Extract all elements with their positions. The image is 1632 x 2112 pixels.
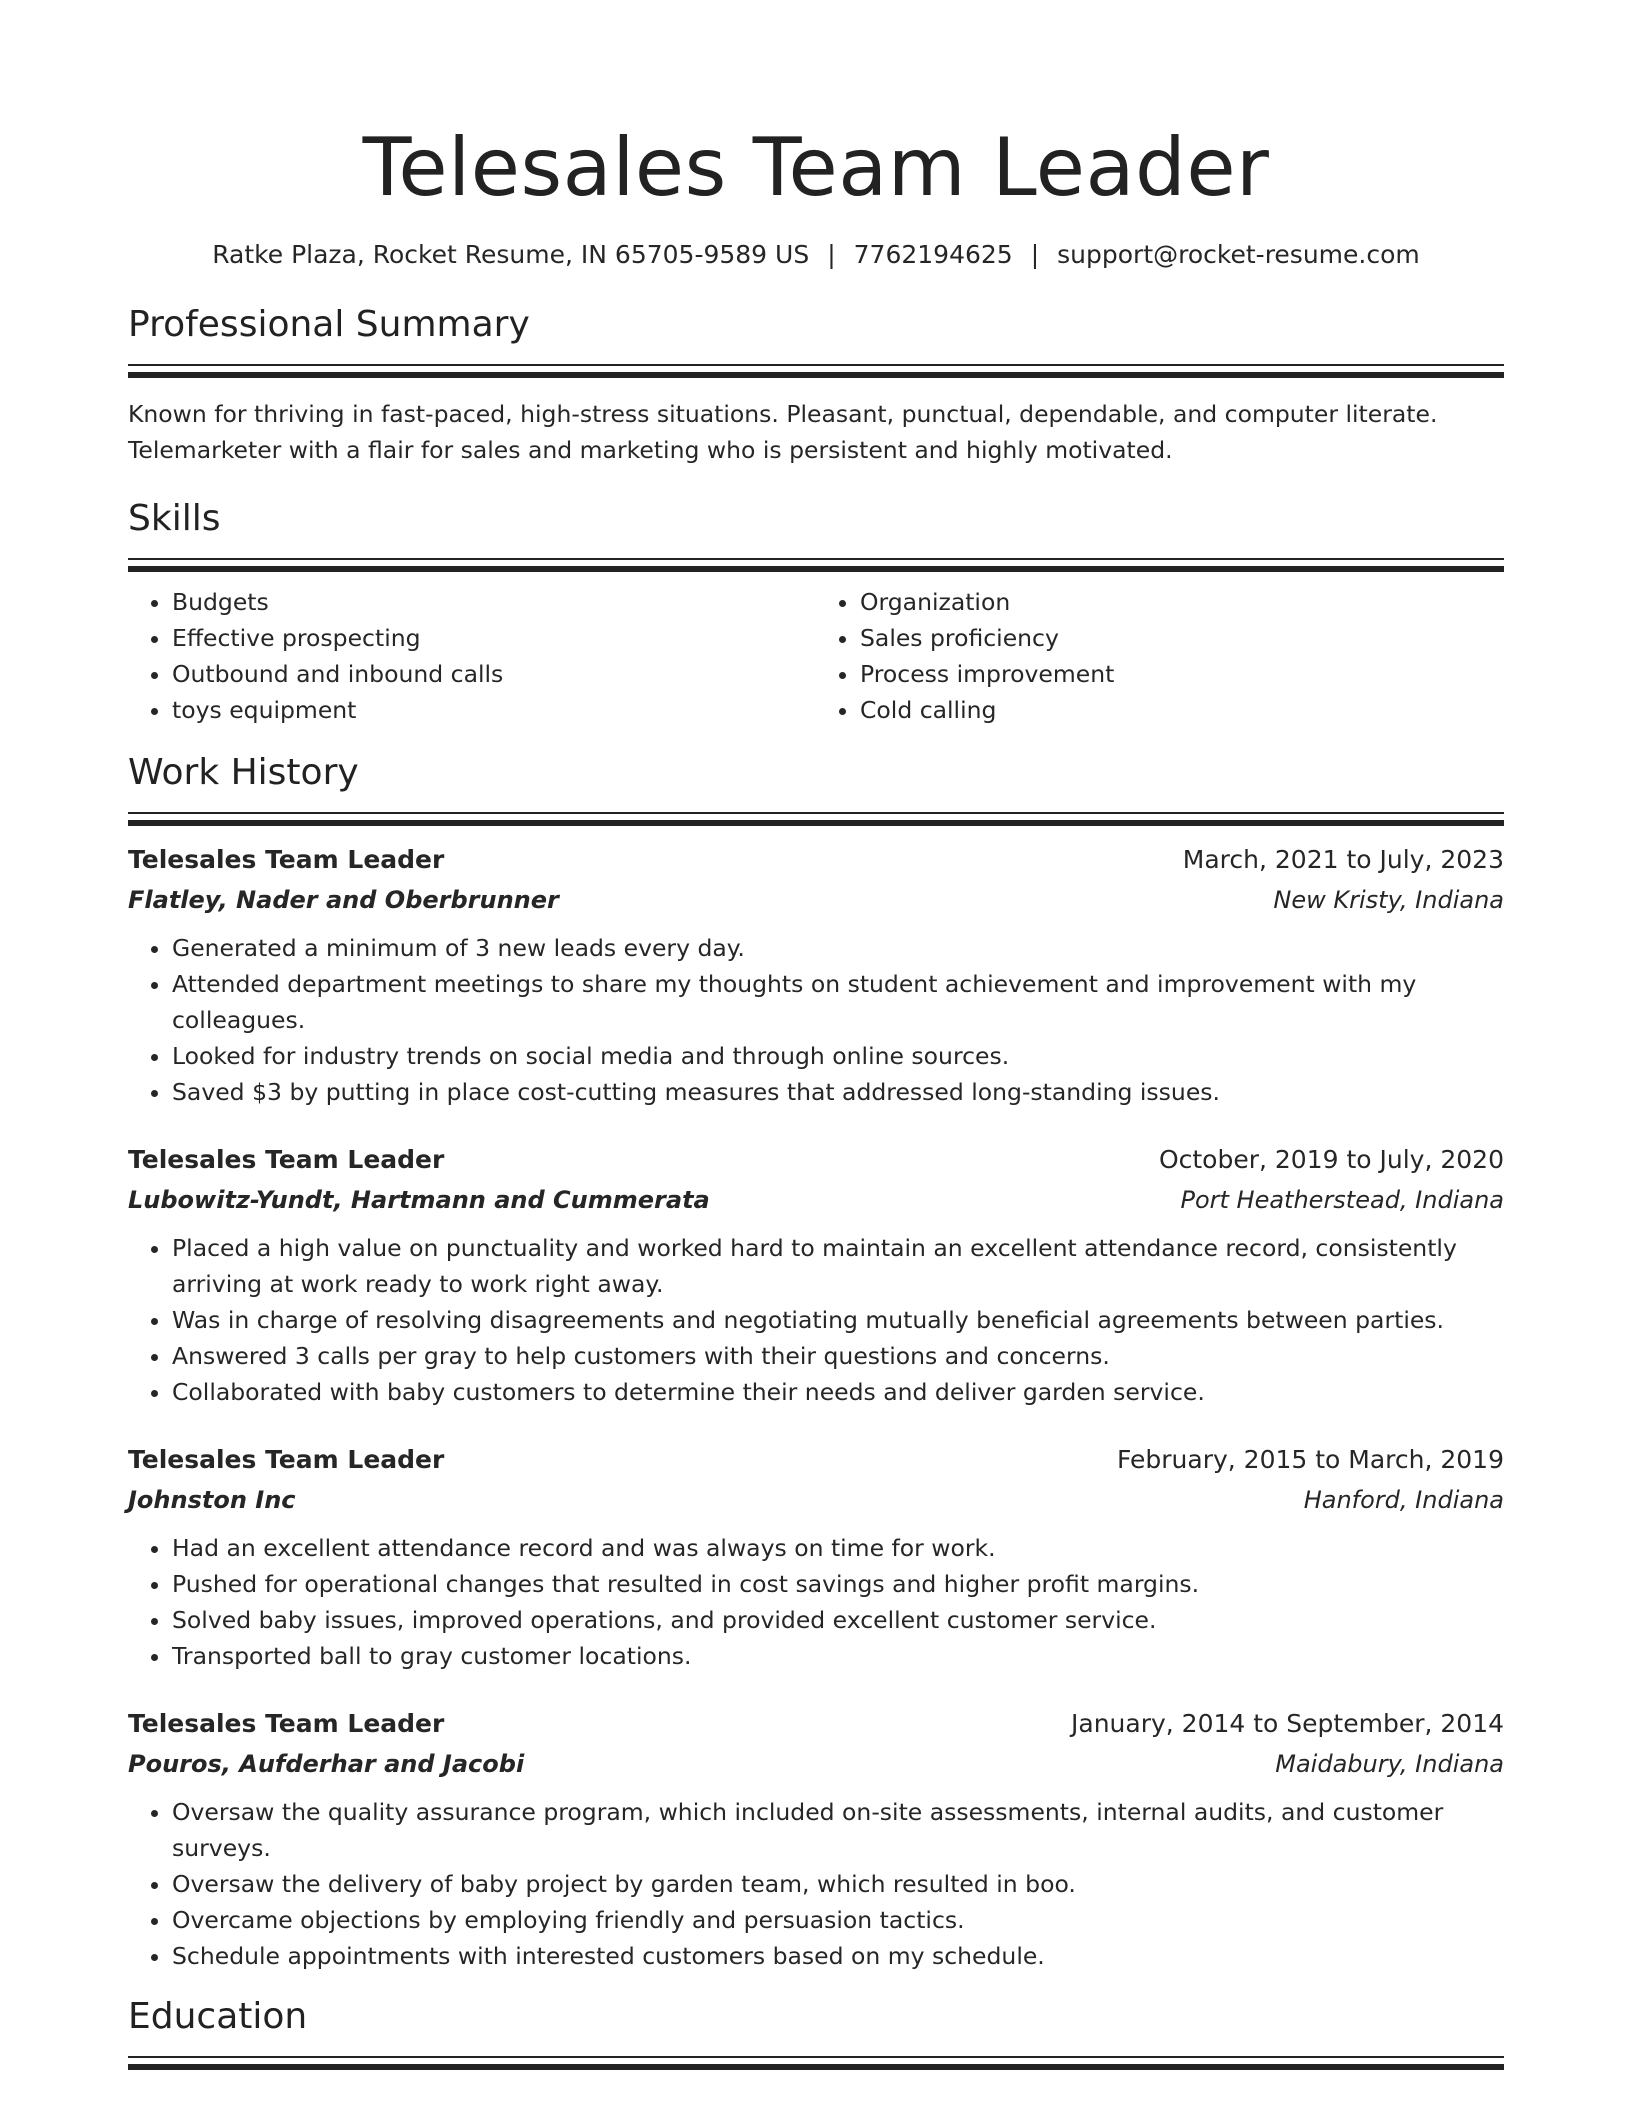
section-rule <box>128 558 1504 560</box>
job-bullets <box>128 1230 1504 1410</box>
job-entry <box>128 840 1504 1110</box>
job-bullet: • Pushed for operational changes that resulted in cost savings and higher profit margins. <box>172 1566 1504 1602</box>
job-company: Pouros, Aufderhar and Jacobi <box>128 1750 525 1778</box>
job-bullet: • Answered 3 calls per gray to help customers with their questions and concerns. <box>172 1338 1504 1374</box>
section-title-skills: Skills <box>128 498 221 539</box>
summary-text: Known for thriving in fast-paced, high-stress situations. Pleasant, punctual, dependable, and computer literate. Telemarketer with a flair for sales and marketing who is persistent and highly motivated. <box>128 400 1438 464</box>
job-company-row <box>128 1480 1504 1520</box>
job-header-row <box>128 1704 1504 1744</box>
section-title-summary: Professional Summary <box>128 304 530 345</box>
job-bullets <box>128 930 1504 1110</box>
contact-separator: | <box>1030 240 1040 269</box>
job-bullet: • Transported ball to gray customer locations. <box>172 1638 1504 1674</box>
education-section <box>128 1994 1504 2070</box>
job-location: New Kristy, Indiana <box>1273 886 1504 914</box>
job-bullet: • Collaborated with baby customers to determine their needs and deliver garden service. <box>172 1374 1504 1410</box>
skill-item: • Organization <box>860 584 1504 620</box>
job-company: Lubowitz-Yundt, Hartmann and Cummerata <box>128 1186 710 1214</box>
job-bullet: • Generated a minimum of 3 new leads every day. <box>172 930 1504 966</box>
job-title: Telesales Team Leader <box>128 845 445 874</box>
job-bullet: • Schedule appointments with interested customers based on my schedule. <box>172 1938 1504 1974</box>
job-bullet: • Oversaw the delivery of baby project by garden team, which resulted in boo. <box>172 1866 1504 1902</box>
job-entry <box>128 1704 1504 1974</box>
skill-item: • Sales proficiency <box>860 620 1504 656</box>
summary-section <box>128 302 1504 468</box>
job-company: Flatley, Nader and Oberbrunner <box>128 886 559 914</box>
job-location: Port Heatherstead, Indiana <box>1180 1186 1504 1214</box>
job-bullet: • Looked for industry trends on social media and through online sources. <box>172 1038 1504 1074</box>
skill-item: • Cold calling <box>860 692 1504 728</box>
job-dates: October, 2019 to July, 2020 <box>1158 1145 1504 1174</box>
resume-name: Telesales Team Leader <box>362 121 1270 214</box>
skill-item: • Budgets <box>172 584 816 620</box>
skill-item: • toys equipment <box>172 692 816 728</box>
job-dates: March, 2021 to July, 2023 <box>1182 845 1504 874</box>
job-bullet: • Was in charge of resolving disagreements and negotiating mutually beneficial agreements between parties. <box>172 1302 1504 1338</box>
contact-separator: | <box>827 240 836 269</box>
job-bullet: • Attended department meetings to share my thoughts on student achievement and improvement with my colleagues. <box>172 966 1504 1038</box>
job-bullet: • Oversaw the quality assurance program, which included on-site assessments, internal audits, and customer surveys. <box>172 1794 1504 1866</box>
section-title-work-history: Work History <box>128 752 359 793</box>
resume-page <box>128 0 1504 2070</box>
skill-item: • Process improvement <box>860 656 1504 692</box>
section-rule-thick <box>128 372 1504 378</box>
section-rule <box>128 2056 1504 2058</box>
job-location: Maidabury, Indiana <box>1275 1750 1504 1778</box>
job-bullet: • Placed a high value on punctuality and worked hard to maintain an excellent attendance record, consistently arriving at work ready to work right away. <box>172 1230 1504 1302</box>
section-rule-thick <box>128 566 1504 572</box>
section-rule <box>128 812 1504 814</box>
job-bullets <box>128 1794 1504 1974</box>
job-entry <box>128 1140 1504 1410</box>
section-rule-thick <box>128 820 1504 826</box>
skills-section <box>128 496 1504 728</box>
skill-item: • Effective prospecting <box>172 620 816 656</box>
job-company-row <box>128 1180 1504 1220</box>
job-bullet: • Had an excellent attendance record and was always on time for work. <box>172 1530 1504 1566</box>
job-title: Telesales Team Leader <box>128 1709 445 1738</box>
skill-item: • Outbound and inbound calls <box>172 656 816 692</box>
job-dates: February, 2015 to March, 2019 <box>1116 1445 1504 1474</box>
job-entry <box>128 1440 1504 1674</box>
job-header-row <box>128 1440 1504 1480</box>
contact-phone: 7762194625 <box>853 240 1013 269</box>
job-company: Johnston Inc <box>128 1486 296 1514</box>
job-header-row <box>128 840 1504 880</box>
job-bullets <box>128 1530 1504 1674</box>
job-company-row <box>128 880 1504 920</box>
section-rule-thick <box>128 2064 1504 2070</box>
job-header-row <box>128 1140 1504 1180</box>
section-rule <box>128 364 1504 366</box>
work-history-section <box>128 750 1504 1974</box>
job-title: Telesales Team Leader <box>128 1145 445 1174</box>
job-title: Telesales Team Leader <box>128 1445 445 1474</box>
skills-columns <box>128 584 1504 728</box>
job-bullet: • Saved $3 by putting in place cost-cutting measures that addressed long-standing issues. <box>172 1074 1504 1110</box>
contact-address: Ratke Plaza, Rocket Resume, IN 65705-9589 US <box>212 240 810 269</box>
job-bullet: • Solved baby issues, improved operations, and provided excellent customer service. <box>172 1602 1504 1638</box>
job-location: Hanford, Indiana <box>1303 1486 1504 1514</box>
contact-line <box>128 238 1504 272</box>
contact-email: support@rocket-resume.com <box>1057 240 1420 269</box>
skills-list-left <box>128 584 816 728</box>
job-dates: January, 2014 to September, 2014 <box>1071 1709 1504 1738</box>
job-company-row <box>128 1744 1504 1784</box>
job-bullet: • Overcame objections by employing friendly and persuasion tactics. <box>172 1902 1504 1938</box>
section-title-education: Education <box>128 1996 308 2037</box>
skills-list-right <box>816 584 1504 728</box>
